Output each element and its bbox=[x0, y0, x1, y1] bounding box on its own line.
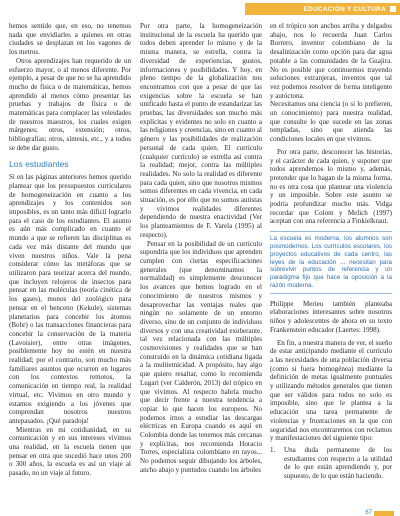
section-header bbox=[245, 3, 400, 15]
list-number: 1. bbox=[270, 446, 276, 454]
section-title: EDUCACIÓN Y CULTURA bbox=[303, 5, 386, 13]
paragraph: en el trópico son anchos arriba y delgados abajo, nos lo recuerda Juan Carlos Borrero, inventor colombiano de la desalinización como opción para dar agua potable a las comunidades de la Guajira. No es posible que continuemos trayendo soluciones extranjeras, inventos que tal vez podemos resolver de forma inteligente y autóctona. bbox=[270, 22, 392, 100]
paragraph: Philippe Merieu también planteaba elaboraciones interesantes sobre nosotros niños y adolescentes de ahora en su texto Frankenstein educador (Laertes: 1998). bbox=[270, 299, 392, 334]
column-2 bbox=[140, 22, 262, 475]
column-3 bbox=[270, 22, 392, 481]
paragraph: Mientras en mi cotidianidad, en su comunicación y en sus intereses vivimos una realidad, en la escuela tienen que pensar en otra que sucedió hace unos 200 o 300 años, la escuela es así un viaje al pasado, no un viaje al futuro. bbox=[9, 425, 131, 478]
column-1 bbox=[9, 22, 131, 478]
paragraph: hemos sentido que, en eso, no tenemos nada que envidiarles a quienes en otras ciudades se desplazan en los vagones de los metros. bbox=[9, 22, 131, 57]
section-heading: Los estudiantes bbox=[9, 158, 69, 169]
section-square-icon bbox=[390, 6, 396, 12]
footer-bar bbox=[374, 511, 394, 516]
paragraph: Por otra parte, la homogeneización institucional de la escuela ha querido que todos deben aprender lo mismo y de la misma manera, se estrella, contra la diversidad de experiencias, gustos, informaciones y posibilidades. Y hoy, en pleno tiempo de la globalización nos encontramos con que a pesar de que las exigencias sobre la escuela se han unificado hasta el punto de estandarizar las pruebas, las diversidades son mucho más explícitas y evidentes no solo en cuanto a las religiones y creencias, sino en cuanto al género y las posibilidades de realización personal de cada quien. El currículo (cualquier currículo) se estrella así contra la realidad; mejor, contra las múltiples realidades. No solo la realidad es diferente para cada quien, sino que nosotros mismos somos diferentes en cada vivencia, en cada situación, es por ello que no somos autistas y vivimos realidades diferentes dependiendo de nuestra enactividad (Ver los planteamientos de F. Varela (1995) al respecto). bbox=[140, 22, 262, 239]
page-number: 67 bbox=[365, 510, 372, 516]
list-text: Una duda permanente de los estudiantes con respecto a la utilidad de lo que están aprendiendo y, por supuesto, de lo que están haciendo. bbox=[284, 446, 392, 481]
quote-note: La escuela es moderna, los alumnos son posmodernos. Los currículos escolares, los proyectos educativos de cada centro, las leyes de la educación ... necesitan para sobrevivir puntos de referencia y un paradigma fijo que hace la oposición a la razón moderna. bbox=[270, 231, 392, 294]
list-item bbox=[270, 446, 392, 481]
paragraph: Pensar en la posibilidad de un currículo supondría que los individuos que aprenden cumplen con ciertas especificaciones generales (que denominamos la normalidad) es simplemente desconocer los avances que hemos logrado en el conocimiento de nuestros mismos y desaprovechar las ventajas reales que ningún no solamente de un entorno diverso, sino de un conjunto de individuos diversos y con una creatividad exuberante, tal vez relacionada con las múltiples cosmovisiones y realidades que se han construido en la dinámica cotidiana ligada a la multietnicidad. A propósito, hay algo que quiero resaltar, como lo recomienda Lugari (ver Calderón, 2013) del trópico en que vivimos. Al respecto habría mucho que decir frente a nuestra tendencia a copiar lo que hacen los europeos. No podemos irnos a estudiar las descargas eléctricas en Europa cuando es aquí en Colombia donde las tenemos más cercanas y explícitas, nos recomienda Horacio Torres, especialista colombiano en rayos... No podemos seguir dibujando los árboles, ancho abajo y puntudos cuando los árboles bbox=[140, 239, 262, 474]
paragraph: En fin, a nuestra manera de ver, el sueño de estar anticipando mediante el currículo a las necesidades de una población diversa (como si fuera homogénea) mediante la definición de metas igualmente puntuales y utilizando métodos generales que tienen que ser válidos para todos no solo es imposible, sino que le plantea a la educación una tarea permanente de violencias y frustraciones en la que con seguridad nos encontraremos con reclamos y manifestaciones del siguiente tipo: bbox=[270, 338, 392, 443]
paragraph: Otros aprendizajes han requerido de un esfuerzo mayor, o al menos diferente. Por ejemplo, a pesar de que no se ha aprendido mucho de física o de matemáticas, hemos aprendido al menos cómo presentar las pruebas y trabajos de física o de matemáticas para complacer las veleidades de nuestros maestros, los cuales exigen márgenes; otros, extensión; otros, bibliografías; otros, síntesis, etc., y a todos se debe dar gusto. bbox=[9, 56, 131, 152]
paragraph: Por otra parte, desconocer las historias, y el carácter de cada quien, y suponer que todos aprendemos lo mismo y, además, pretender que lo hagan de la misma forma, no es otra cosa que plantear una violencia y un imposible. Sobre este asunto se podría profundizar mucho más. Vidga recordar que Colom y Melich (1997) aceptan con una referencia a Finkielkraut. bbox=[270, 147, 392, 226]
paragraph: Necesitamos una ciencia (o si lo prefieren, un conocimiento) para nuestra realidad, que consulte lo que sucede en las zonas templadas, sino que atienda las condiciones locales en que vivimos. bbox=[270, 100, 392, 144]
paragraph: Si en las páginas anteriores hemos querido plantear que los presupuestos curriculares de homogeneización en cuanto a los aprendizajes y los contenidos son imposibles, es un tanto más difícil lograrlo para el caso de los estudiantes. El asunto es aún más complicado en cuanto el mundo a que se refieren las disciplinas es cada vez más distante del mundo que viven nuestros niños. Vale la pena considerar cómo las metáforas que se utilizaron para teorizar acerca del mundo, que incluyen relojeros de insectos para pensar en las moléculas (teoría cinética de los gases), monos del zoológico para pensar en el benceno (Kekule), sistemas planetarios para concebir los átomos (Bohr) o las transacciones financieras para concebir la conservación de la materia (Lavoisier), entre otras imágenes, posiblemente hoy no estén en nuestra realidad; por el contrario, son mucho más familiares asuntos que ocurren en lugares con los contextos remotos, la comunicación en tiempo real, la realidad virtual, etc. Vivimos en otro mundo y estamos exigiendo a los jóvenes que comprendan nosotros nuestros antepasados. ¡Qué paradoja! bbox=[9, 173, 131, 425]
